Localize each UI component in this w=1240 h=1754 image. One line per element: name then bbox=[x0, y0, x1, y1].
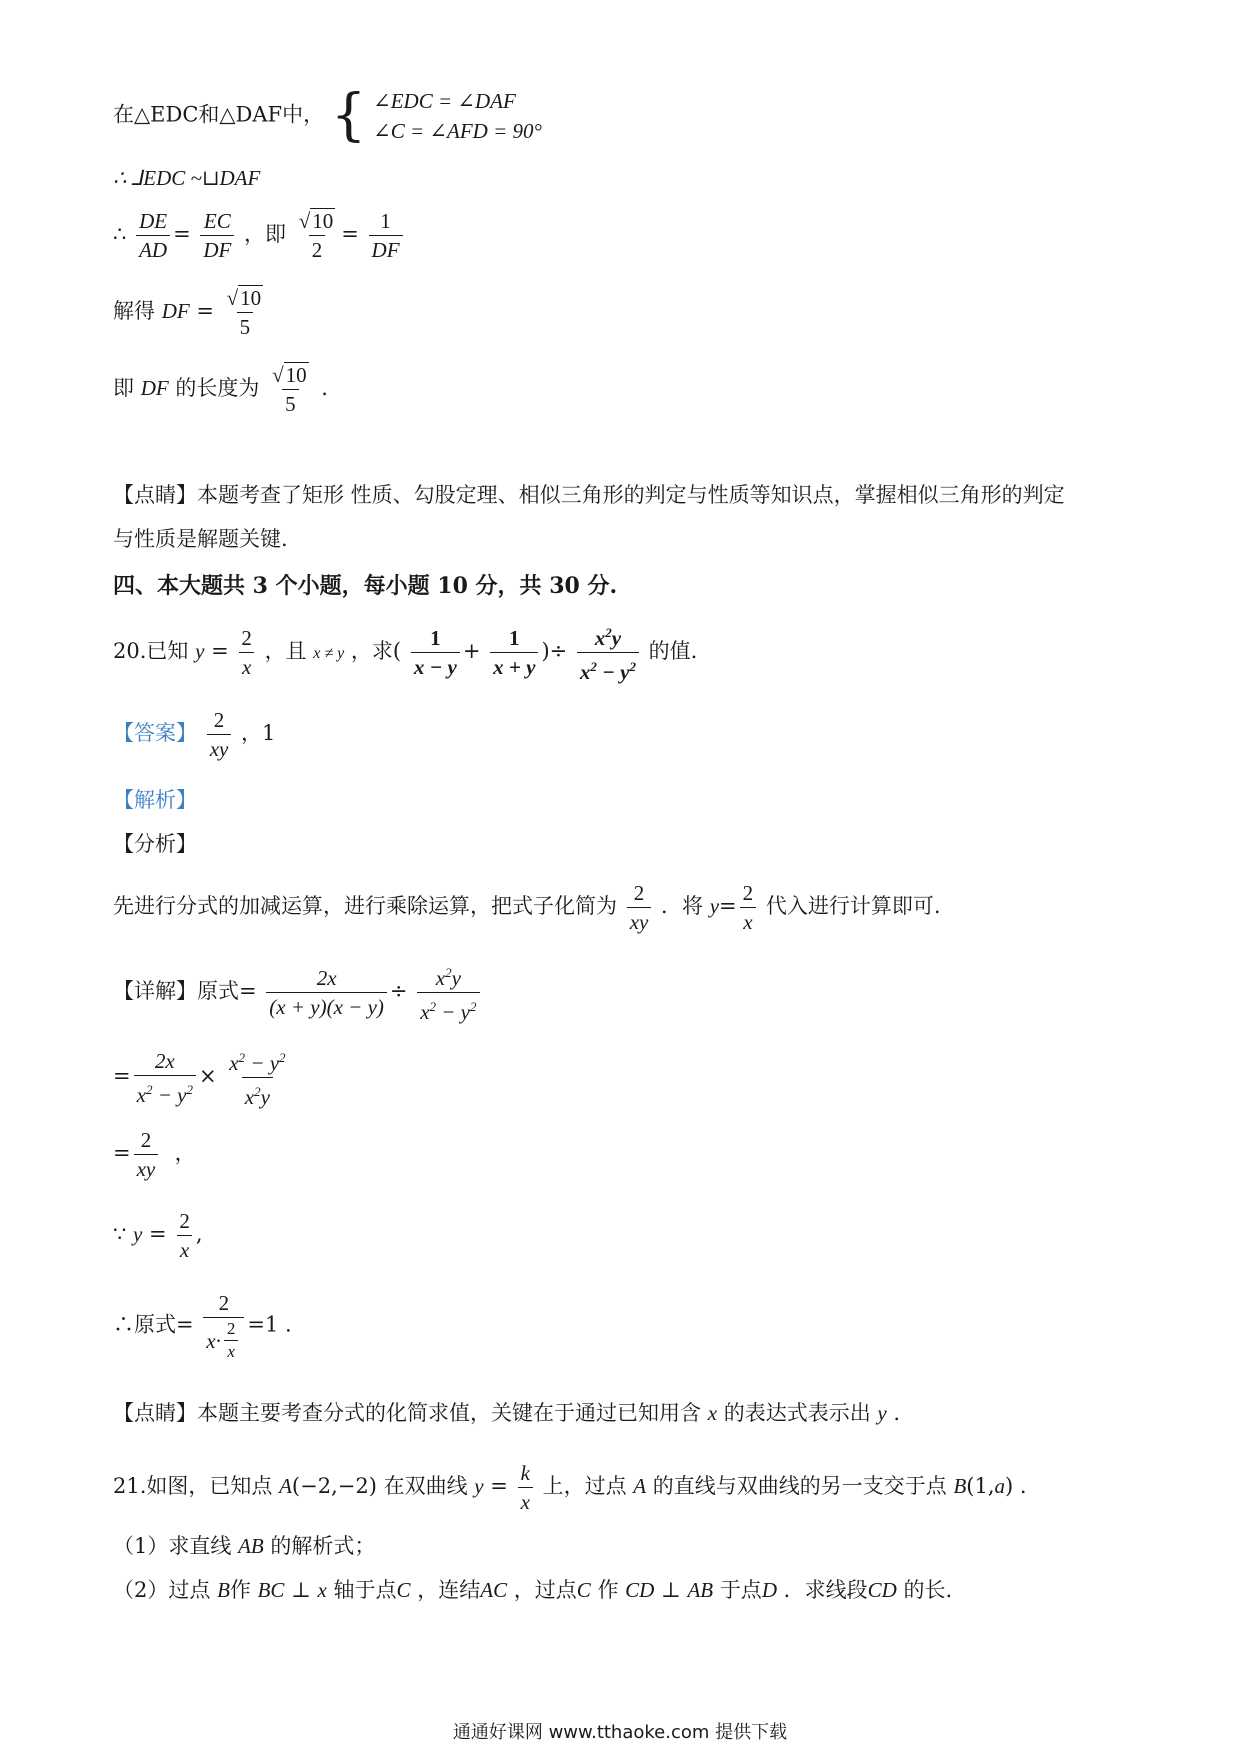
section-heading: 四、本大题共 3 个小题，每小题 10 分，共 30 分. bbox=[113, 573, 618, 599]
brace: { bbox=[330, 83, 367, 148]
xiangjie-step1: 【详解】原式= $\frac{2x}{(x + y)(x - y)}$ ÷ $\frac{x^2y}{x^2 - y^2}$ bbox=[113, 960, 483, 1025]
page-footer: 通通好课网 www.tthaoke.com 提供下载 bbox=[452, 1722, 788, 1743]
solve-df: 解得 DF = $\frac{√10}{5}$ bbox=[113, 286, 262, 339]
dianjing-20: 【点睛】本题主要考查分式的化简求值，关键在于通过已知用含 x 的表达式表示出 y . bbox=[113, 1401, 901, 1425]
df-length: 即 DF 的长度为 $\frac{√10}{5}$ . bbox=[113, 363, 328, 416]
dianjing-19-line1: 【点睛】本题考查了矩形 性质、勾股定理、相似三角形的判定与性质等知识点，掌握相似三角形的判定 bbox=[113, 483, 1065, 507]
question-21: 21.如图，已知点 A(−2,−2) 在双曲线 y = $\frac{k}{x}$ 上，过点 A 的直线与双曲线的另一支交于点 B(1,a) . bbox=[113, 1461, 1027, 1514]
fenxi-text: 先进行分式的加减运算，进行乘除运算，把式子化简为 $\frac{2}{xy}$ ．将 y= $\frac{2}{x}$ 代入进行计算即可. bbox=[113, 881, 941, 934]
fenxi-label: 【分析】 bbox=[113, 832, 197, 856]
xiangjie-step2: = $\frac{2x}{x^2 - y^2}$ × $\frac{x^2 - y^2}{x^2y}$ bbox=[113, 1048, 286, 1109]
system-equations: ∠EDC = ∠DAF ∠C = ∠AFD = 90° bbox=[373, 89, 542, 143]
because-y: ∵ y = $\frac{2}{x}$ , bbox=[113, 1209, 203, 1262]
ratio-equation: ∴ $\frac{DE}{AD}$ = $\frac{EC}{DF}$ ，即 $\frac{√10}{2}$ = $\frac{1}{DF}$ bbox=[113, 208, 406, 263]
jiexi-label: 【解析】 bbox=[113, 788, 197, 812]
question-21-part1: （1）求直线 AB 的解析式； bbox=[113, 1534, 376, 1558]
question-21-part2: （2）过点 B作 BC ⊥ x 轴于点C ，连结AC ，过点C 作 CD ⊥ AB 于点D ．求线段CD 的长. bbox=[113, 1578, 953, 1602]
similar-statement: ∴ ⅃EDC ~⊔DAF bbox=[113, 166, 261, 190]
dianjing-19-line2: 与性质是解题关键. bbox=[113, 527, 288, 551]
xiangjie-step3: = $\frac{2}{xy}$ ， bbox=[113, 1128, 196, 1181]
final-value: ∴原式= 2 x· $\frac{2}{x}$ =1 . bbox=[113, 1291, 292, 1361]
similar-triangles-condition: 在△EDC和△DAF中， { ∠EDC = ∠DAF ∠C = ∠AFD = 90° bbox=[113, 83, 542, 148]
question-20: 20.已知 y = $\frac{2}{x}$ ，且 x ≠ y ，求( $\frac{1}{x - y}$ + $\frac{1}{x + y}$ )÷ $\frac{x^2y}{x^2 - y^2}$ 的值. bbox=[113, 625, 698, 684]
answer-20: 【答案】 $\frac{2}{xy}$ ，1 bbox=[113, 708, 276, 761]
